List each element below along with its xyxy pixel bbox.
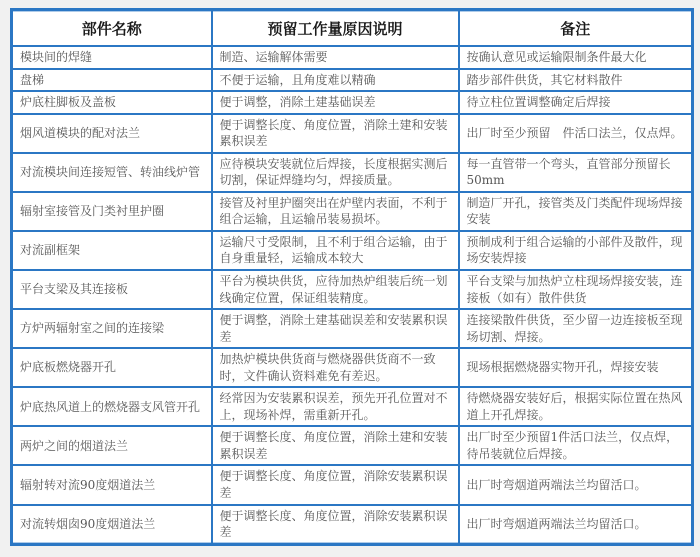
part-name-cell: 辐射室接管及门类衬里护圈 [12, 192, 212, 231]
reason-cell: 接管及衬里护圈突出在炉壁内表面，不利于组合运输，且运输吊装易损坏。 [212, 192, 459, 231]
part-name-cell: 盘梯 [12, 69, 212, 92]
table-row [12, 348, 693, 387]
part-name-cell: 对流模块间连接短管、转油线炉管 [12, 153, 212, 192]
reason-cell: 制造、运输解体需要 [212, 46, 459, 69]
parts-reservation-table [10, 8, 694, 546]
note-cell: 平台支梁与加热炉立柱现场焊接安装，连接板（如有）散件供货 [459, 270, 693, 309]
reason-cell: 经常因为安装累积误差，预先开孔位置对不上，现场补焊，需重新开孔。 [212, 387, 459, 426]
note-cell: 出厂时至少预留 件活口法兰，仅点焊。 [459, 114, 693, 153]
part-name-cell: 方炉两辐射室之间的连接梁 [12, 309, 212, 348]
part-name-cell: 炉底板燃烧器开孔 [12, 348, 212, 387]
note-cell: 踏步部件供货，其它材料散件 [459, 69, 693, 92]
note-cell: 连接梁散件供货，至少留一边连接板至现场切割、焊接。 [459, 309, 693, 348]
table-row [12, 46, 693, 69]
note-cell: 待燃烧器安装好后，根据实际位置在热风道上开孔焊接。 [459, 387, 693, 426]
table-row [12, 91, 693, 114]
table-row [12, 153, 693, 192]
reason-cell: 加热炉模块供货商与燃烧器供货商不一致时，文件确认资料难免有差迟。 [212, 348, 459, 387]
table-row [12, 69, 693, 92]
part-name-cell: 炉底热风道上的燃烧器支风管开孔 [12, 387, 212, 426]
note-cell: 每一直管带一个弯头，直管部分预留长50mm [459, 153, 693, 192]
reason-cell: 便于调整长度、角度位置，消除土建和安装累积误差 [212, 114, 459, 153]
part-name-cell: 模块间的焊缝 [12, 46, 212, 69]
reason-cell: 便于调整，消除土建基础误差和安装累积误差 [212, 309, 459, 348]
reason-cell: 便于调整长度、角度位置，消除土建和安装累积误差 [212, 426, 459, 465]
part-name-cell: 辐射转对流90度烟道法兰 [12, 465, 212, 504]
part-name-cell: 烟风道模块的配对法兰 [12, 114, 212, 153]
reason-cell: 运输尺寸受限制，且不利于组合运输，由于自身重量轻，运输成本较大 [212, 231, 459, 270]
table-row [12, 387, 693, 426]
reason-cell: 便于调整长度、角度位置，消除安装累积误差 [212, 505, 459, 545]
column-header-part-name: 部件名称 [12, 10, 212, 47]
note-cell: 预制成利于组合运输的小部件及散件，现场安装焊接 [459, 231, 693, 270]
note-cell: 制造厂开孔，接管类及门类配件现场焊接安装 [459, 192, 693, 231]
reason-cell: 不便于运输，且角度难以精确 [212, 69, 459, 92]
note-cell: 出厂时弯烟道两端法兰均留活口。 [459, 505, 693, 545]
note-cell: 出厂时弯烟道两端法兰均留活口。 [459, 465, 693, 504]
table-row [12, 192, 693, 231]
parts-reservation-table-container [10, 8, 691, 545]
part-name-cell: 两炉之间的烟道法兰 [12, 426, 212, 465]
part-name-cell: 炉底柱脚板及盖板 [12, 91, 212, 114]
reason-cell: 平台为模块供货，应待加热炉组装后统一划线确定位置，保证组装精度。 [212, 270, 459, 309]
note-cell: 现场根据燃烧器实物开孔，焊接安装 [459, 348, 693, 387]
reason-cell: 便于调整，消除土建基础误差 [212, 91, 459, 114]
note-cell: 出厂时至少预留1件活口法兰，仅点焊，待吊装就位后焊接。 [459, 426, 693, 465]
part-name-cell: 平台支梁及其连接板 [12, 270, 212, 309]
note-cell: 按确认意见或运输限制条件最大化 [459, 46, 693, 69]
header-row [12, 10, 693, 47]
note-cell: 待立柱位置调整确定后焊接 [459, 91, 693, 114]
table-row [12, 505, 693, 545]
table-row [12, 426, 693, 465]
reason-cell: 便于调整长度、角度位置，消除安装累积误差 [212, 465, 459, 504]
table-row [12, 270, 693, 309]
column-header-note: 备注 [459, 10, 693, 47]
reason-cell: 应待模块安装就位后焊接，长度根据实测后切割，保证焊缝均匀，焊接质量。 [212, 153, 459, 192]
table-row [12, 465, 693, 504]
table-row [12, 309, 693, 348]
column-header-reason: 预留工作量原因说明 [212, 10, 459, 47]
part-name-cell: 对流副框架 [12, 231, 212, 270]
table-row [12, 114, 693, 153]
part-name-cell: 对流转烟囱90度烟道法兰 [12, 505, 212, 545]
table-row [12, 231, 693, 270]
